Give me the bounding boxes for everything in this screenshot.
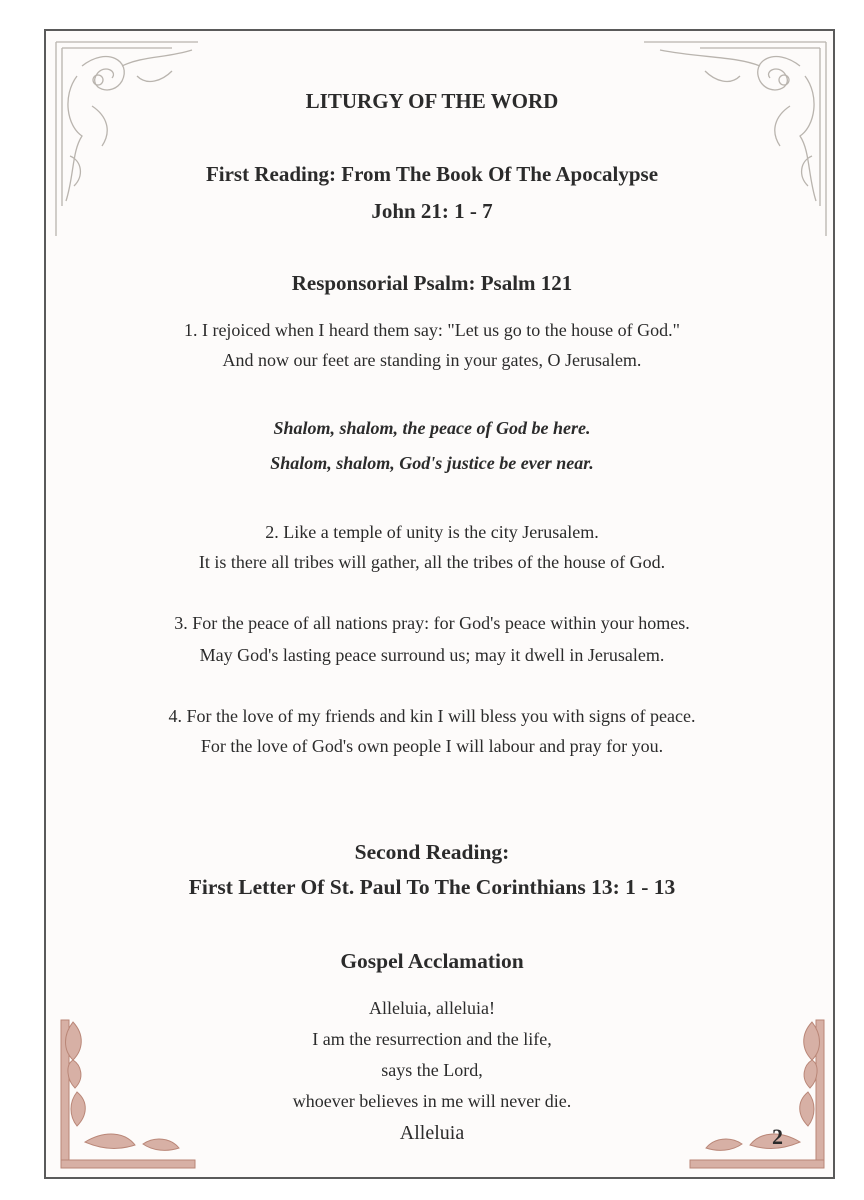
gospel-line-5: Alleluia [399,1122,465,1144]
page-number: 2 [772,1124,783,1149]
page-title: LITURGY OF THE WORD [305,89,559,113]
gospel-line-1: Alleluia, alleluia! [369,998,495,1018]
psalm-verse-4-line-2: For the love of God's own people I will labour and pray for you. [200,736,664,756]
psalm-verse-2-line-1: 2. Like a temple of unity is the city Jerusalem. [265,522,599,542]
psalm-heading: Responsorial Psalm: Psalm 121 [291,271,573,295]
psalm-verse-2-line-2: It is there all tribes will gather, all the tribes of the house of God. [198,552,666,572]
second-reading-heading: Second Reading: [354,840,510,864]
gospel-line-4: whoever believes in me will never die. [292,1091,572,1111]
psalm-verse-4-line-1: 4. For the love of my friends and kin I will bless you with signs of peace. [168,706,696,726]
second-reading-reference: First Letter Of St. Paul To The Corinthians 13: 1 - 13 [188,875,676,899]
gospel-line-2: I am the resurrection and the life, [312,1029,552,1049]
refrain-line-1: Shalom, shalom, the peace of God be here. [273,418,591,438]
first-reading-reference: John 21: 1 - 7 [371,199,493,223]
gospel-acclamation-heading: Gospel Acclamation [340,949,524,973]
gospel-line-3: says the Lord, [381,1060,483,1080]
refrain-line-2: Shalom, shalom, God's justice be ever near. [270,453,594,473]
psalm-verse-3-line-2: May God's lasting peace surround us; may it dwell in Jerusalem. [199,645,665,665]
first-reading-heading: First Reading: From The Book Of The Apocalypse [205,162,659,186]
psalm-verse-1-line-2: And now our feet are standing in your gates, O Jerusalem. [222,350,642,370]
psalm-verse-3-line-1: 3. For the peace of all nations pray: for God's peace within your homes. [174,613,690,633]
psalm-verse-1-line-1: 1. I rejoiced when I heard them say: "Let us go to the house of God." [183,320,681,340]
